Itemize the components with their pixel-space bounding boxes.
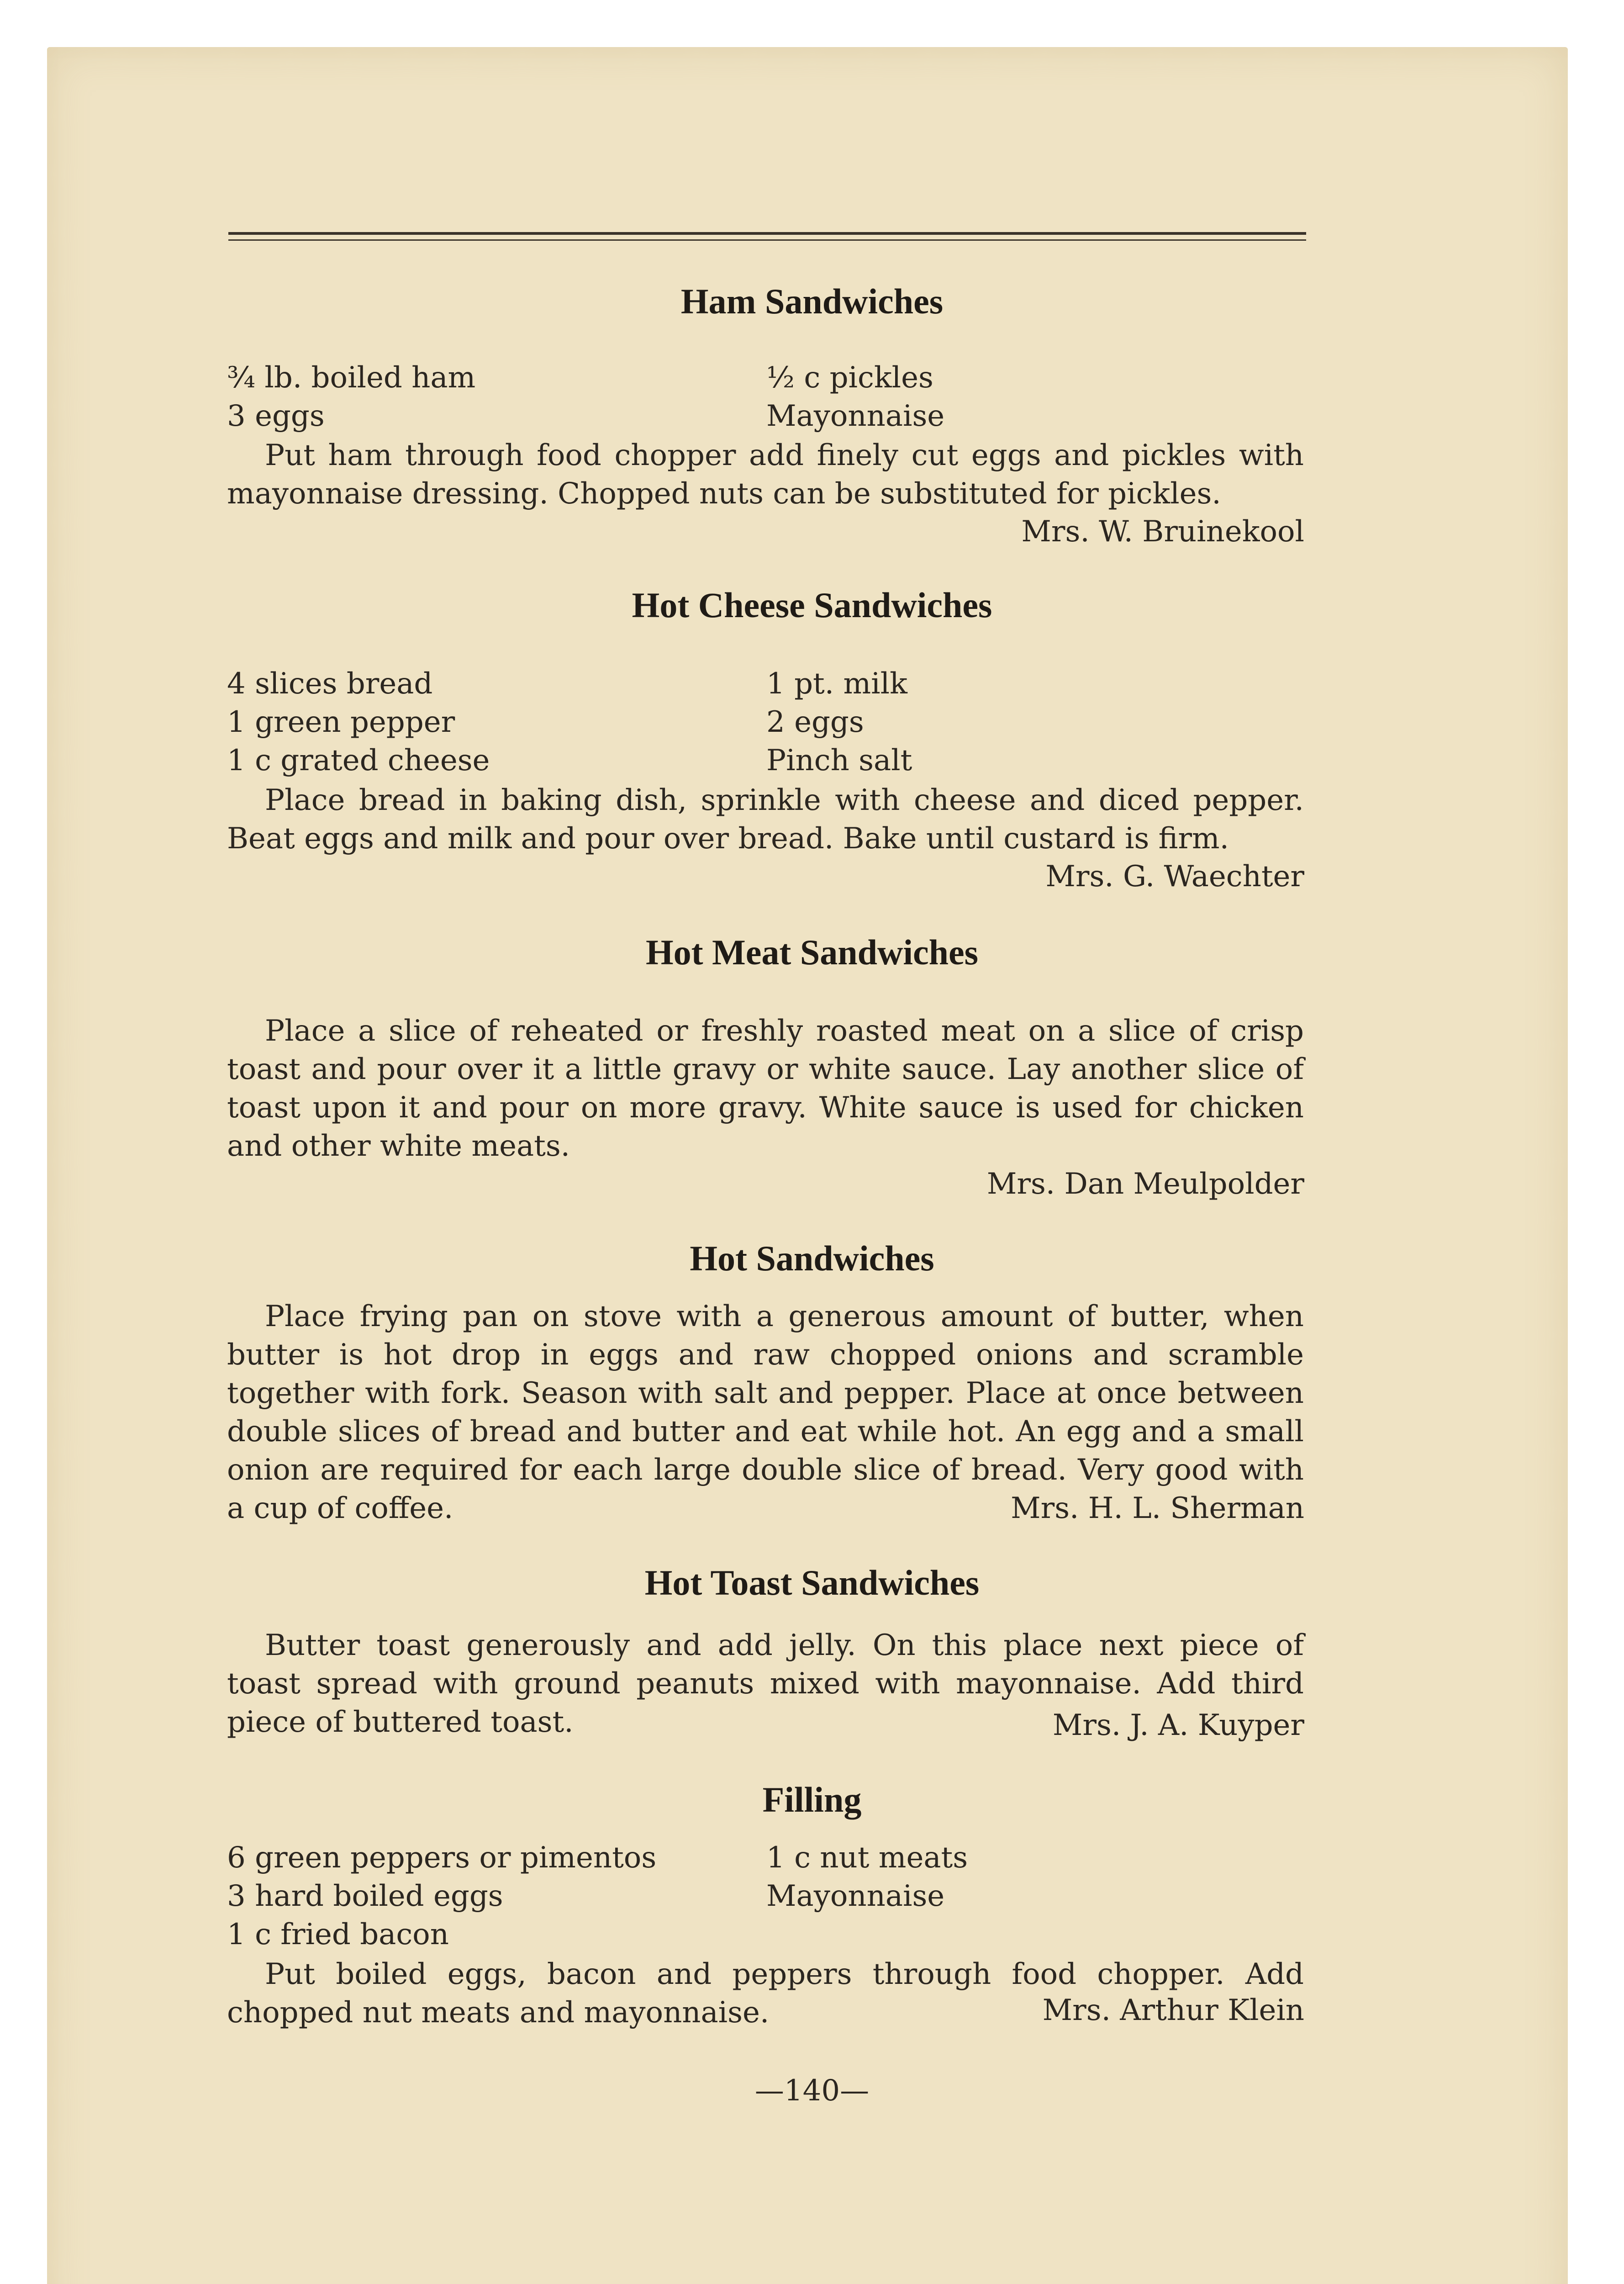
recipe-title-hot-meat-sandwiches: Hot Meat Sandwiches: [646, 932, 978, 972]
ingredient: 1 c grated cheese: [227, 744, 490, 777]
recipe-title-hot-sandwiches: Hot Sandwiches: [690, 1238, 934, 1278]
ingredient: 3 hard boiled eggs: [227, 1879, 503, 1913]
ingredient: ¾ lb. boiled ham: [227, 361, 476, 395]
header-rule-thick: [228, 232, 1306, 235]
recipe-author: Mrs. J. A. Kuyper: [1052, 1708, 1304, 1742]
recipe-directions: Place frying pan on stove with a generous amount of butter, when butter is hot drop in eggs and raw chopped onions and scramble together with fork. Season with salt and pepper. Place at once between double slices of bread and butter and eat while hot. An egg and a small onion are required for each large double slice of bread. Very good with a cup of coffee.: [227, 1300, 1304, 1525]
recipe-directions: Put ham through food chopper add finely cut eggs and pickles with mayonnaise dressing. Chopped nuts can be substituted for pickles.: [227, 439, 1304, 511]
ingredient: 4 slices bread: [227, 667, 433, 701]
ingredient: 1 green pepper: [227, 705, 455, 739]
recipe-author: Mrs. H. L. Sherman: [1011, 1491, 1304, 1525]
recipe-author: Mrs. G. Waechter: [1045, 860, 1304, 894]
ingredient: 2 eggs: [766, 705, 864, 739]
recipe-title-hot-toast-sandwiches: Hot Toast Sandwiches: [644, 1563, 980, 1602]
ingredient: 6 green peppers or pimentos: [227, 1841, 657, 1875]
recipe-author: Mrs. W. Bruinekool: [1021, 515, 1304, 549]
ingredient: 3 eggs: [227, 399, 325, 433]
recipe-directions: Butter toast generously and add jelly. On this place next piece of toast spread with ground peanuts mixed with mayonnaise. Add third piece of buttered toast.: [227, 1628, 1304, 1739]
recipe-author: Mrs. Dan Meulpolder: [986, 1167, 1304, 1201]
recipe-title-ham-sandwiches: Ham Sandwiches: [680, 281, 944, 321]
recipe-directions: Place a slice of reheated or freshly roasted meat on a slice of crisp toast and pour over it a little gravy or white sauce. Lay another slice of toast upon it and pour on more gravy. White sauce is used for chicken and other white meats.: [227, 1014, 1304, 1163]
ingredient: Mayonnaise: [766, 1879, 945, 1913]
recipe-directions: Put boiled eggs, bacon and peppers through food chopper. Add chopped nut meats and mayonnaise.: [227, 1957, 1304, 2030]
ingredient: 1 c fried bacon: [227, 1918, 449, 1951]
ingredient: 1 pt. milk: [766, 667, 907, 701]
recipe-title-hot-cheese-sandwiches: Hot Cheese Sandwiches: [632, 585, 992, 625]
ingredient: 1 c nut meats: [766, 1841, 968, 1875]
recipe-title-filling: Filling: [762, 1780, 862, 1819]
header-rule-thin: [228, 239, 1306, 241]
ingredient: ½ c pickles: [766, 361, 933, 395]
ingredient: Pinch salt: [766, 744, 912, 777]
recipe-author: Mrs. Arthur Klein: [1042, 1993, 1304, 2027]
recipe-directions: Place bread in baking dish, sprinkle with cheese and diced pepper. Beat eggs and milk and pour over bread. Bake until custard is firm.: [227, 783, 1304, 856]
ingredient: Mayonnaise: [766, 399, 945, 433]
page-number: —140—: [754, 2074, 870, 2108]
